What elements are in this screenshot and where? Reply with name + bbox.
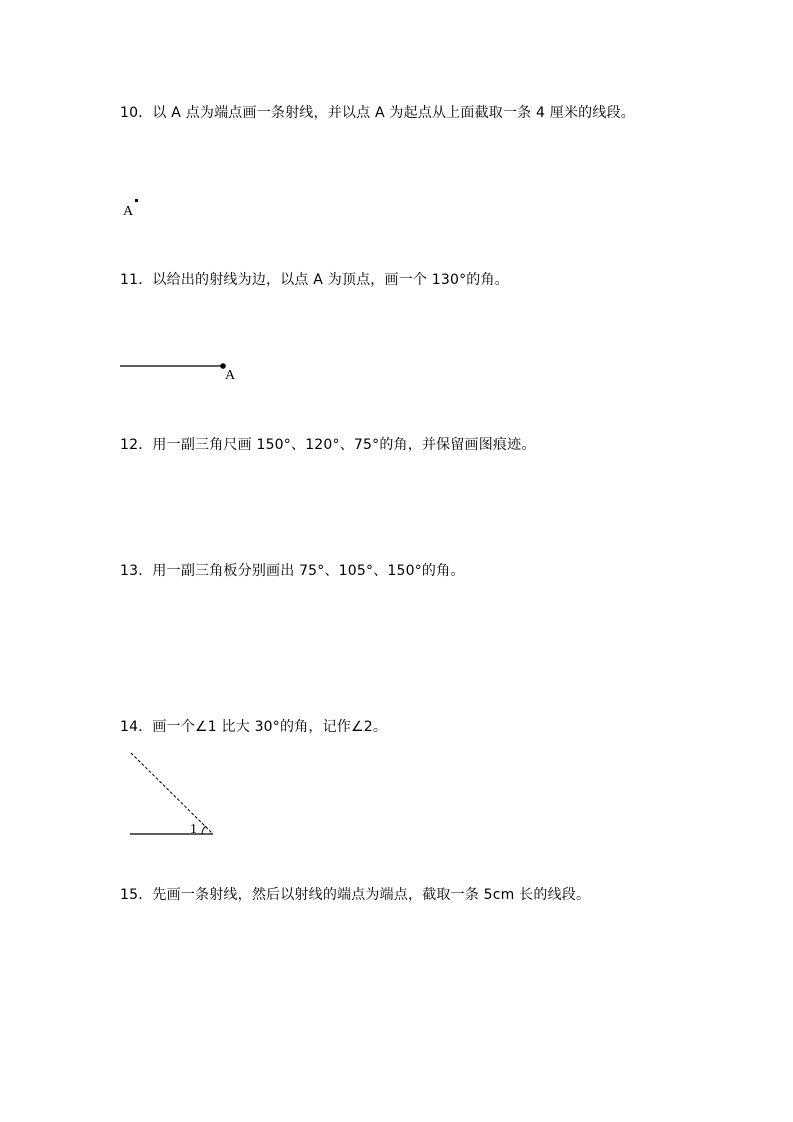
angle-dashed-side [131, 753, 213, 834]
question-text: 用一副三角板分别画出 75°、105°、150°的角。 [152, 563, 465, 579]
angle-1-figure [125, 750, 220, 840]
question-text: 以 A 点为端点画一条射线，并以点 A 为起点从上面截取一条 4 厘米的线段。 [152, 105, 635, 121]
question-text: 用一副三角尺画 150°、120°、75°的角，并保留画图痕迹。 [152, 437, 536, 453]
question-12 [120, 436, 536, 454]
question-13 [120, 562, 465, 580]
point-a-dot [134, 198, 140, 204]
question-number: 11． [120, 272, 153, 288]
angle-1-label: 1 [190, 822, 197, 837]
question-10 [120, 104, 635, 122]
vertex-a-label: A [225, 368, 236, 383]
question-text: 以给出的射线为边，以点 A 为顶点，画一个 130°的角。 [152, 272, 509, 288]
question-15 [120, 886, 590, 904]
question-number: 12． [120, 437, 153, 453]
question-number: 13． [120, 563, 153, 579]
given-ray [118, 360, 228, 372]
point-a-label: A [123, 204, 134, 219]
question-number: 14． [120, 719, 153, 735]
question-11 [120, 271, 509, 289]
question-14 [120, 718, 387, 736]
question-number: 10． [120, 105, 153, 121]
angle-arc [202, 826, 206, 834]
question-text: 画一个∠1 比大 30°的角，记作∠2。 [152, 719, 388, 735]
question-text: 先画一条射线，然后以射线的端点为端点，截取一条 5cm 长的线段。 [152, 887, 591, 903]
question-number: 15． [120, 887, 153, 903]
